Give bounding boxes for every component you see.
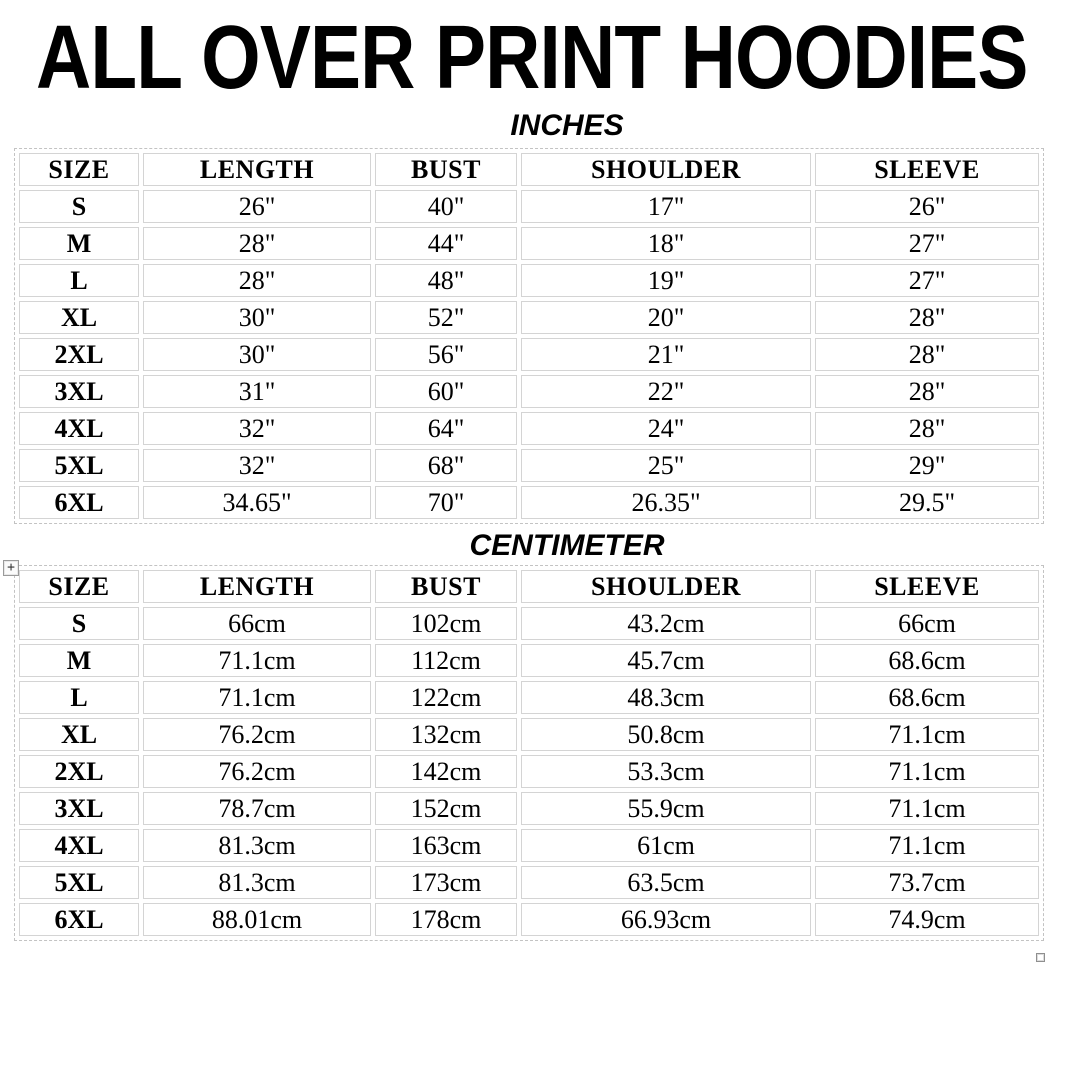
value-cell: 71.1cm [815, 755, 1039, 788]
size-cell: 6XL [19, 486, 139, 519]
value-cell: 21" [521, 338, 811, 371]
header-row [19, 570, 1039, 603]
value-cell: 44" [375, 227, 517, 260]
value-cell: 81.3cm [143, 829, 371, 862]
page-title: ALL OVER PRINT HOODIES [36, 8, 1028, 108]
value-cell: 50.8cm [521, 718, 811, 751]
table-row [19, 792, 1039, 825]
value-cell: 28" [815, 338, 1039, 371]
value-cell: 56" [375, 338, 517, 371]
value-cell: 34.65" [143, 486, 371, 519]
value-cell: 28" [815, 412, 1039, 445]
value-cell: 28" [815, 301, 1039, 334]
value-cell: 66cm [143, 607, 371, 640]
value-cell: 71.1cm [815, 792, 1039, 825]
value-cell: 19" [521, 264, 811, 297]
table-row [19, 866, 1039, 899]
size-cell: XL [19, 718, 139, 751]
inches-section-label: INCHES [510, 109, 624, 142]
value-cell: 43.2cm [521, 607, 811, 640]
column-header-sleeve: SLEEVE [815, 570, 1039, 603]
plus-icon: + [7, 560, 15, 575]
value-cell: 68" [375, 449, 517, 482]
value-cell: 61cm [521, 829, 811, 862]
value-cell: 73.7cm [815, 866, 1039, 899]
value-cell: 64" [375, 412, 517, 445]
value-cell: 122cm [375, 681, 517, 714]
size-cell: 2XL [19, 338, 139, 371]
value-cell: 20" [521, 301, 811, 334]
value-cell: 30" [143, 301, 371, 334]
size-cell: 5XL [19, 449, 139, 482]
size-cell: 2XL [19, 755, 139, 788]
value-cell: 70" [375, 486, 517, 519]
value-cell: 63.5cm [521, 866, 811, 899]
centimeter-size-table [14, 565, 1044, 941]
column-header-length: LENGTH [143, 570, 371, 603]
column-header-sleeve: SLEEVE [815, 153, 1039, 186]
value-cell: 78.7cm [143, 792, 371, 825]
value-cell: 29" [815, 449, 1039, 482]
value-cell: 66cm [815, 607, 1039, 640]
value-cell: 28" [143, 227, 371, 260]
centimeter-section-label: CENTIMETER [469, 529, 665, 562]
value-cell: 76.2cm [143, 718, 371, 751]
table-move-handle[interactable] [3, 560, 19, 576]
column-header-bust: BUST [375, 570, 517, 603]
value-cell: 102cm [375, 607, 517, 640]
value-cell: 66.93cm [521, 903, 811, 936]
table-row [19, 190, 1039, 223]
value-cell: 22" [521, 375, 811, 408]
value-cell: 30" [143, 338, 371, 371]
size-cell: M [19, 644, 139, 677]
column-header-shoulder: SHOULDER [521, 570, 811, 603]
table-row [19, 301, 1039, 334]
table-row [19, 264, 1039, 297]
value-cell: 68.6cm [815, 644, 1039, 677]
value-cell: 25" [521, 449, 811, 482]
table-row [19, 903, 1039, 936]
size-cell: 5XL [19, 866, 139, 899]
size-cell: S [19, 607, 139, 640]
value-cell: 28" [815, 375, 1039, 408]
value-cell: 71.1cm [143, 644, 371, 677]
table-row [19, 338, 1039, 371]
value-cell: 55.9cm [521, 792, 811, 825]
table-row [19, 607, 1039, 640]
size-cell: 6XL [19, 903, 139, 936]
value-cell: 68.6cm [815, 681, 1039, 714]
value-cell: 88.01cm [143, 903, 371, 936]
column-header-size: SIZE [19, 153, 139, 186]
value-cell: 48.3cm [521, 681, 811, 714]
value-cell: 142cm [375, 755, 517, 788]
value-cell: 32" [143, 449, 371, 482]
value-cell: 27" [815, 264, 1039, 297]
table-row [19, 486, 1039, 519]
size-cell: M [19, 227, 139, 260]
size-cell: S [19, 190, 139, 223]
value-cell: 112cm [375, 644, 517, 677]
size-cell: L [19, 681, 139, 714]
size-cell: L [19, 264, 139, 297]
column-header-shoulder: SHOULDER [521, 153, 811, 186]
value-cell: 152cm [375, 792, 517, 825]
column-header-size: SIZE [19, 570, 139, 603]
table-row [19, 829, 1039, 862]
value-cell: 26.35" [521, 486, 811, 519]
value-cell: 52" [375, 301, 517, 334]
value-cell: 28" [143, 264, 371, 297]
size-cell: 3XL [19, 792, 139, 825]
value-cell: 27" [815, 227, 1039, 260]
value-cell: 26" [815, 190, 1039, 223]
column-header-bust: BUST [375, 153, 517, 186]
value-cell: 48" [375, 264, 517, 297]
table-row [19, 375, 1039, 408]
value-cell: 71.1cm [143, 681, 371, 714]
value-cell: 24" [521, 412, 811, 445]
table-row [19, 681, 1039, 714]
value-cell: 40" [375, 190, 517, 223]
size-cell: XL [19, 301, 139, 334]
table-row [19, 718, 1039, 751]
value-cell: 26" [143, 190, 371, 223]
value-cell: 32" [143, 412, 371, 445]
value-cell: 71.1cm [815, 718, 1039, 751]
size-cell: 4XL [19, 412, 139, 445]
table-row [19, 412, 1039, 445]
size-cell: 4XL [19, 829, 139, 862]
value-cell: 29.5" [815, 486, 1039, 519]
value-cell: 31" [143, 375, 371, 408]
table-row [19, 449, 1039, 482]
value-cell: 178cm [375, 903, 517, 936]
column-header-length: LENGTH [143, 153, 371, 186]
value-cell: 45.7cm [521, 644, 811, 677]
table-row [19, 644, 1039, 677]
value-cell: 60" [375, 375, 517, 408]
inches-size-table [14, 148, 1044, 524]
table-row [19, 755, 1039, 788]
value-cell: 53.3cm [521, 755, 811, 788]
value-cell: 132cm [375, 718, 517, 751]
table-resize-handle[interactable] [1036, 953, 1045, 962]
value-cell: 76.2cm [143, 755, 371, 788]
value-cell: 74.9cm [815, 903, 1039, 936]
header-row [19, 153, 1039, 186]
value-cell: 71.1cm [815, 829, 1039, 862]
value-cell: 17" [521, 190, 811, 223]
size-cell: 3XL [19, 375, 139, 408]
value-cell: 18" [521, 227, 811, 260]
table-row [19, 227, 1039, 260]
value-cell: 81.3cm [143, 866, 371, 899]
value-cell: 163cm [375, 829, 517, 862]
value-cell: 173cm [375, 866, 517, 899]
